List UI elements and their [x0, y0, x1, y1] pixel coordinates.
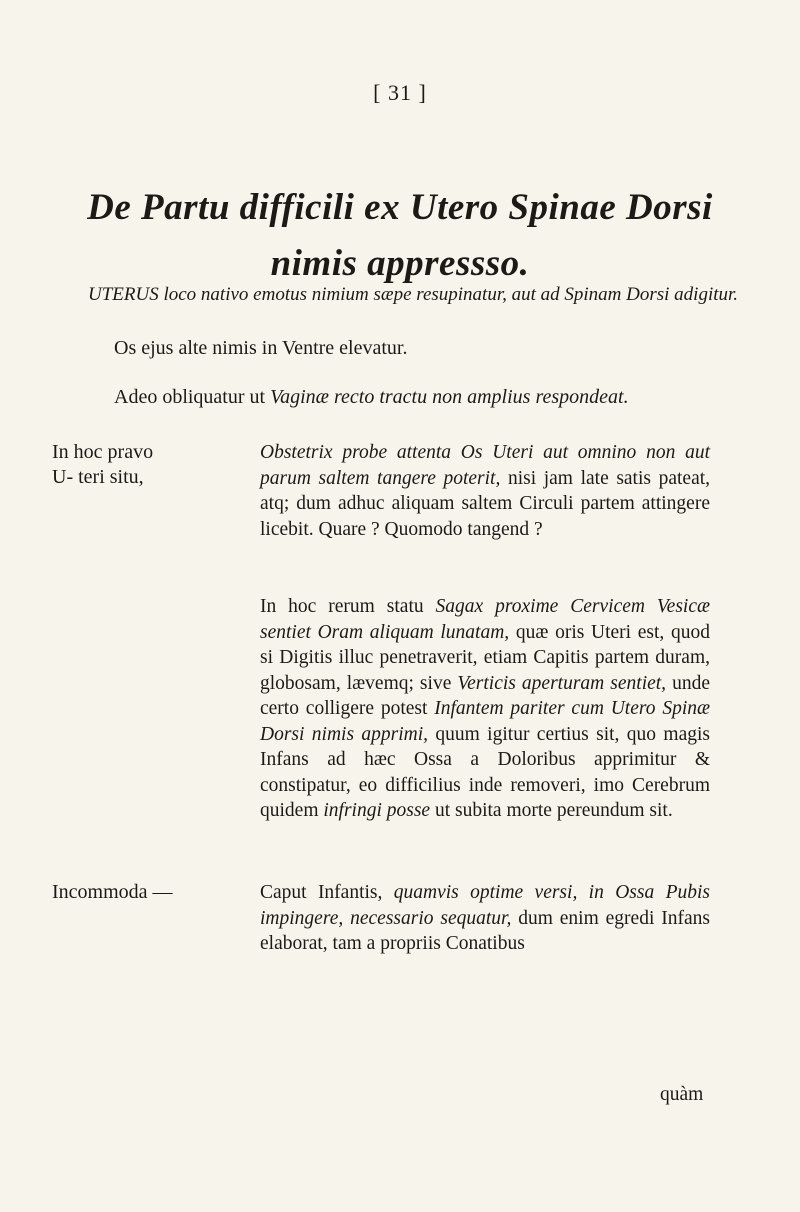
- statement-line-2: [114, 384, 754, 410]
- para2-run: Infantem pariter cum Utero Spinæ Dorsi nimis apprimi,: [260, 698, 711, 745]
- paragraph-1: [260, 440, 710, 542]
- para2-run: In hoc rerum statu: [260, 596, 436, 617]
- para2-run: quæ oris Uteri est, quod si Digitis illuc penetraverit, etiam Capitis partem duram, globosam, lævemq; sive: [260, 621, 710, 694]
- para2-run: quum igitur certius sit, quo magis Infans ad hæc Ossa a Doloribus apprimitur & constipatur, eo difficilius inde removeri, imo Cerebrum quidem: [260, 723, 710, 821]
- para2-run: Verticis aperturam sentiet,: [457, 672, 667, 694]
- para3-run: quamvis optime versi, in Ossa Pubis impingere, necessario sequatur,: [260, 882, 710, 929]
- catchword: quàm: [660, 1084, 704, 1105]
- para3-run: dum enim egredi Infans elaborat, tam a propriis Conatibus: [260, 907, 710, 954]
- intro-sentence: UTERUS loco nativo emotus nimium sæpe resupinatur, aut ad Spinam Dorsi adigitur.: [88, 284, 739, 305]
- chapter-title: [40, 180, 760, 292]
- paragraph-1-italic: Obstetrix probe attenta Os Uteri aut omnino non aut parum saltem tangere poterit,: [260, 442, 710, 489]
- para2-run: unde certo colligere potest: [260, 672, 711, 719]
- chapter-title-line-2: nimis appressso.: [270, 243, 530, 284]
- page-number: [ 31 ]: [373, 80, 427, 105]
- para3-run: Caput Infantis,: [260, 882, 394, 903]
- para2-run: Sagax proxime Cervicem Vesicæ sentiet Oram aliquam lunatam,: [260, 596, 710, 643]
- para2-run: infringi posse: [323, 800, 431, 821]
- statement-line-2-text: Adeo obliquatur ut: [114, 386, 271, 408]
- chapter-title-line-1: De Partu difficili ex Utero Spinae Dorsi: [87, 187, 713, 228]
- margin-note-incommoda: Incommoda —: [52, 881, 173, 903]
- paragraph-3: [260, 880, 710, 957]
- margin-note-situ: In hoc pravo U- teri situ,: [52, 441, 154, 488]
- statement-line-1: Os ejus alte nimis in Ventre elevatur.: [114, 337, 408, 359]
- paragraph-2: [260, 594, 710, 824]
- statement-line-2-italic: Vaginæ recto tractu non amplius respondeat.: [270, 386, 629, 408]
- para2-run: ut subita morte pereundum sit.: [430, 800, 673, 821]
- paragraph-1-text: nisi jam late satis pateat, atq; dum adhuc aliquam saltem Circuli partem attingere licebit. Quare ? Quomodo tangend ?: [260, 467, 711, 540]
